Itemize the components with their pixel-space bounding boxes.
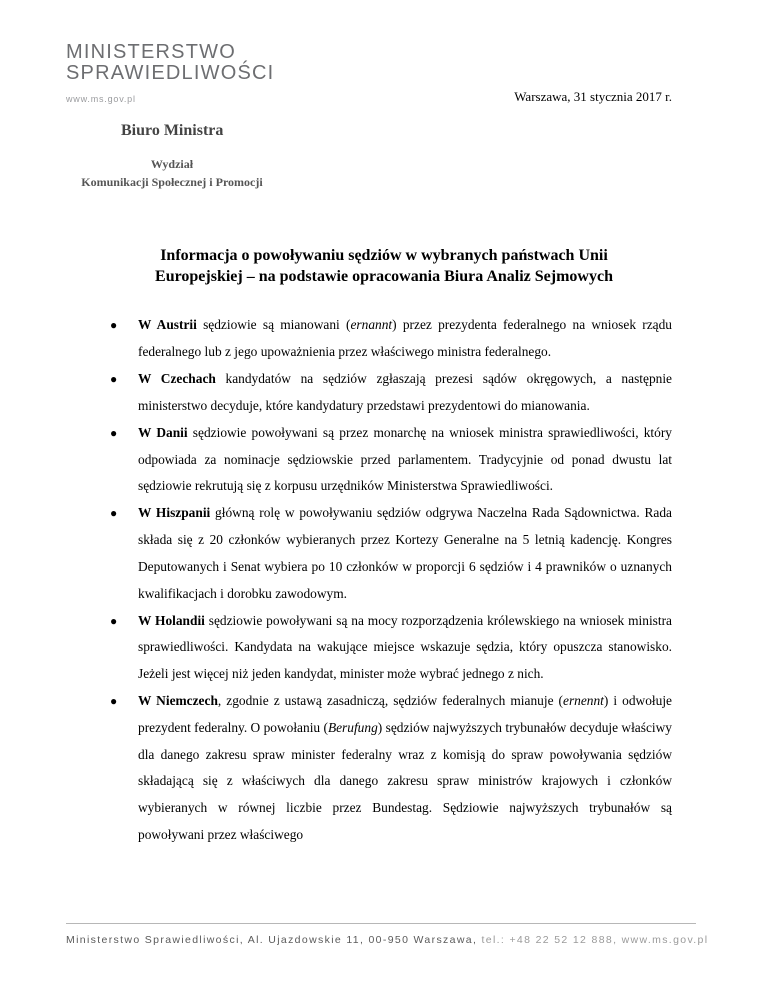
logo-line2: SPRAWIEDLIWOŚCI bbox=[66, 62, 275, 84]
country-name: W Danii bbox=[138, 424, 188, 440]
item-text: sędziowie powoływani są przez monarchę na wniosek ministra sprawiedliwości, który odpowiada za nominacje sędziowskie przed parlamentem. Tradycyjnie od ponad dwustu lat sędziowie rekrutują się z korpusu urzędników Ministerstwa Sprawiedliwości. bbox=[138, 424, 673, 494]
country-list bbox=[110, 312, 672, 849]
list-item-spain bbox=[110, 500, 672, 607]
item-text: kandydatów na sędziów zgłaszają prezesi sądów okręgowych, a następnie ministerstwo decyduje, które kandydatury przedstawi prezydentowi do mianowania. bbox=[138, 370, 672, 413]
department-line1: Wydział bbox=[150, 157, 194, 171]
footer-address: Ministerstwo Sprawiedliwości, Al. Ujazdowskie 11, 00-950 Warszawa, bbox=[66, 934, 482, 946]
list-item-austria bbox=[110, 312, 672, 365]
item-text: sędziowie są mianowani ( bbox=[196, 317, 351, 332]
ministry-logo bbox=[66, 42, 274, 104]
title-line1: Informacja o powoływaniu sędziów w wybranych państwach Unii bbox=[160, 247, 608, 264]
list-item-germany bbox=[110, 688, 672, 848]
logo-line1: MINISTERSTWO bbox=[66, 41, 236, 63]
bullet-icon: ● bbox=[110, 613, 118, 628]
country-name: W Holandii bbox=[138, 612, 205, 628]
footer-url: www.ms.gov.pl bbox=[621, 934, 709, 946]
title-line2: Europejskiej – na podstawie opracowania Biura Analiz Sejmowych bbox=[155, 268, 613, 285]
item-emphasis: ernannt bbox=[350, 317, 393, 332]
footer bbox=[66, 934, 709, 946]
office-name: Biuro Ministra bbox=[121, 122, 224, 139]
footer-phone: tel.: +48 22 52 12 888, bbox=[481, 934, 622, 946]
logo-url: www.ms.gov.pl bbox=[66, 94, 136, 104]
bullet-icon: ● bbox=[110, 506, 118, 521]
bullet-icon: ● bbox=[110, 371, 118, 386]
item-text: ) przez prezydenta federalnego na wniosek rządu federalnego lub z jego upoważnienia przez właściwego ministra federalnego. bbox=[138, 317, 672, 359]
list-item-czechia bbox=[110, 366, 672, 419]
bullet-icon: ● bbox=[110, 694, 118, 709]
item-text: sędziowie powoływani są na mocy rozporządzenia królewskiego na wniosek ministra sprawiedliwości. Kandydata na wakujące miejsce wskazuje sędzia, który opuszcza stanowisko. Jeżeli jest więcej niż jeden kandydat, minister może wybrać jednego z nich. bbox=[138, 612, 673, 682]
item-text: ) i odwołuje prezydent federalny. O powołaniu ( bbox=[138, 693, 672, 736]
item-text: główną rolę w powoływaniu sędziów odgrywa Naczelna Rada Sądownictwa. Rada składa się z 20 członków wybieranych przez Kortezy Generalne na 5 letnią kadencję. Kongres Deputowanych i Senat wybiera po 10 członków w proporcji 6 sędziów i 4 prawników o uznanych kwalifikacjach i dorobku zawodowym. bbox=[138, 505, 672, 601]
country-name: W Niemczech bbox=[138, 693, 218, 709]
item-text: ) sędziów najwyższych trybunałów decyduje właściwy dla danego zakresu spraw minister federalny wraz z komisją do spraw powoływania sędziów składającą się z właściwych dla danego zakresu spraw ministrów krajowych i członków wybieranych w równej liczbie przez Bundestag. Sędziowie najwyższych trybunałów są powoływani przez właściwego bbox=[138, 720, 672, 842]
document-date: Warszawa, 31 stycznia 2017 r. bbox=[514, 89, 672, 104]
department-line2: Komunikacji Społecznej i Promocji bbox=[81, 175, 263, 189]
list-item-denmark bbox=[110, 420, 672, 500]
item-emphasis: ernennt bbox=[563, 693, 604, 709]
item-text: , zgodnie z ustawą zasadniczą, sędziów federalnych mianuje ( bbox=[217, 693, 563, 709]
item-emphasis: Berufung bbox=[327, 720, 378, 736]
department-name bbox=[66, 155, 278, 191]
country-name: W Hiszpanii bbox=[138, 505, 211, 521]
bullet-icon: ● bbox=[110, 425, 118, 440]
bullet-icon: ● bbox=[110, 318, 118, 332]
country-name: W Czechach bbox=[138, 370, 216, 386]
list-item-netherlands bbox=[110, 608, 672, 688]
country-name: W Austrii bbox=[138, 317, 197, 332]
footer-divider bbox=[66, 923, 696, 924]
document-title bbox=[96, 245, 672, 287]
